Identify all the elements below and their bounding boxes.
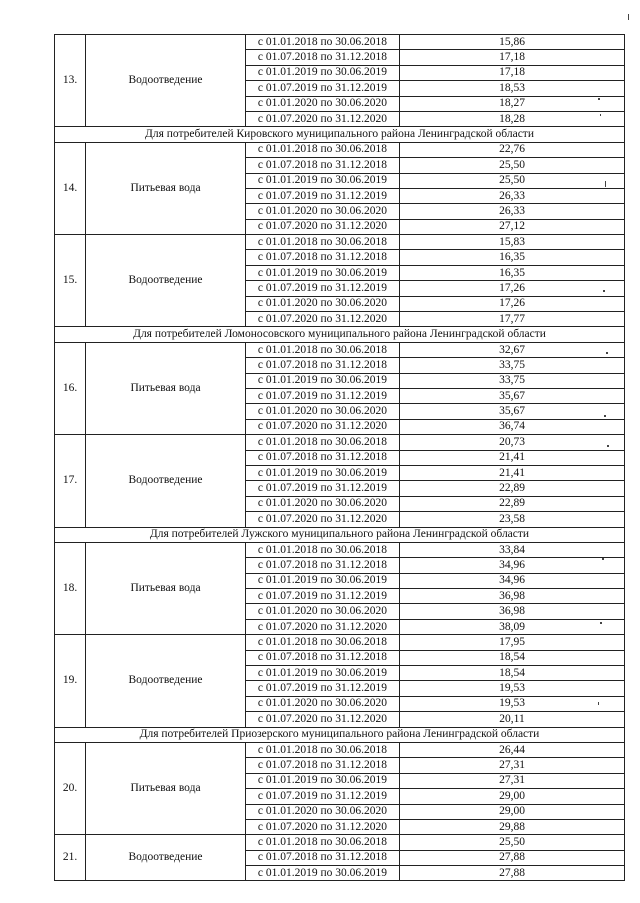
service-name: Питьевая вода <box>86 342 246 434</box>
tariff-period: с 01.01.2019 по 30.06.2019 <box>246 573 400 588</box>
tariff-value: 33,84 <box>400 542 625 557</box>
tariff-value: 22,89 <box>400 496 625 511</box>
tariff-period: с 01.01.2020 по 30.06.2020 <box>246 96 400 111</box>
tariff-period: с 01.01.2020 по 30.06.2020 <box>246 204 400 219</box>
scan-mark <box>598 98 600 100</box>
tariff-row <box>55 835 625 850</box>
tariff-value: 19,53 <box>400 681 625 696</box>
tariff-value: 15,86 <box>400 35 625 50</box>
tariff-value: 16,35 <box>400 250 625 265</box>
row-number: 17. <box>55 435 86 527</box>
section-header-row <box>55 727 625 742</box>
tariff-period: с 01.07.2018 по 31.12.2018 <box>246 650 400 665</box>
tariff-value: 17,26 <box>400 296 625 311</box>
tariff-value: 18,54 <box>400 650 625 665</box>
tariff-value: 23,58 <box>400 512 625 527</box>
tariff-value: 25,50 <box>400 835 625 850</box>
tariff-value: 36,74 <box>400 419 625 434</box>
tariff-value: 27,12 <box>400 219 625 234</box>
tariff-period: с 01.07.2019 по 31.12.2019 <box>246 81 400 96</box>
tariff-value: 19,53 <box>400 696 625 711</box>
scan-mark <box>605 181 606 187</box>
scan-mark <box>602 558 604 560</box>
tariff-value: 21,41 <box>400 465 625 480</box>
tariff-value: 26,33 <box>400 204 625 219</box>
tariff-value: 27,88 <box>400 866 625 881</box>
tariff-period: с 01.01.2019 по 30.06.2019 <box>246 773 400 788</box>
tariff-period: с 01.01.2018 по 30.06.2018 <box>246 635 400 650</box>
tariff-period: с 01.07.2019 по 31.12.2019 <box>246 589 400 604</box>
service-name: Водоотведение <box>86 835 246 881</box>
tariff-row <box>55 542 625 557</box>
tariff-period: с 01.01.2019 по 30.06.2019 <box>246 465 400 480</box>
tariff-period: с 01.01.2019 по 30.06.2019 <box>246 666 400 681</box>
tariff-value: 20,73 <box>400 435 625 450</box>
row-number: 19. <box>55 635 86 727</box>
tariff-value: 34,96 <box>400 573 625 588</box>
service-name: Питьевая вода <box>86 742 246 834</box>
tariff-value: 25,50 <box>400 173 625 188</box>
tariff-period: с 01.07.2018 по 31.12.2018 <box>246 850 400 865</box>
service-name: Водоотведение <box>86 235 246 327</box>
tariff-period: с 01.07.2020 по 31.12.2020 <box>246 619 400 634</box>
tariff-value: 18,28 <box>400 111 625 126</box>
tariff-value: 36,98 <box>400 604 625 619</box>
tariff-value: 17,77 <box>400 312 625 327</box>
tariff-table-body <box>55 35 625 881</box>
tariff-period: с 01.07.2020 по 31.12.2020 <box>246 219 400 234</box>
tariff-period: с 01.01.2018 по 30.06.2018 <box>246 435 400 450</box>
scan-mark <box>604 415 606 417</box>
tariff-period: с 01.07.2019 по 31.12.2019 <box>246 681 400 696</box>
tariff-period: с 01.07.2018 по 31.12.2018 <box>246 250 400 265</box>
tariff-period: с 01.01.2020 по 30.06.2020 <box>246 496 400 511</box>
tariff-row <box>55 342 625 357</box>
tariff-period: с 01.01.2018 по 30.06.2018 <box>246 342 400 357</box>
section-header-row <box>55 127 625 142</box>
tariff-period: с 01.01.2020 по 30.06.2020 <box>246 404 400 419</box>
tariff-period: с 01.07.2018 по 31.12.2018 <box>246 358 400 373</box>
scan-mark <box>606 352 608 354</box>
scan-mark <box>600 114 601 116</box>
tariff-period: с 01.07.2020 по 31.12.2020 <box>246 512 400 527</box>
tariff-period: с 01.07.2019 по 31.12.2019 <box>246 281 400 296</box>
section-header: Для потребителей Приозерского муниципального района Ленинградской области <box>55 727 625 742</box>
tariff-value: 26,44 <box>400 742 625 757</box>
section-header-row <box>55 527 625 542</box>
tariff-value: 36,98 <box>400 589 625 604</box>
tariff-period: с 01.07.2020 по 31.12.2020 <box>246 312 400 327</box>
tariff-row <box>55 635 625 650</box>
tariff-period: с 01.01.2018 по 30.06.2018 <box>246 35 400 50</box>
tariff-table <box>54 34 625 881</box>
scan-mark <box>628 14 629 20</box>
service-name: Питьевая вода <box>86 542 246 634</box>
tariff-period: с 01.01.2020 по 30.06.2020 <box>246 604 400 619</box>
tariff-value: 17,18 <box>400 50 625 65</box>
row-number: 13. <box>55 35 86 127</box>
tariff-row <box>55 235 625 250</box>
scan-mark <box>598 702 599 705</box>
tariff-row <box>55 742 625 757</box>
row-number: 15. <box>55 235 86 327</box>
tariff-period: с 01.07.2020 по 31.12.2020 <box>246 111 400 126</box>
section-header: Для потребителей Кировского муниципального района Ленинградской области <box>55 127 625 142</box>
tariff-value: 27,88 <box>400 850 625 865</box>
tariff-period: с 01.07.2019 по 31.12.2019 <box>246 188 400 203</box>
service-name: Питьевая вода <box>86 142 246 234</box>
scan-mark <box>607 445 609 447</box>
tariff-period: с 01.01.2019 по 30.06.2019 <box>246 866 400 881</box>
tariff-period: с 01.07.2020 по 31.12.2020 <box>246 419 400 434</box>
service-name: Водоотведение <box>86 635 246 727</box>
tariff-value: 18,53 <box>400 81 625 96</box>
tariff-period: с 01.01.2019 по 30.06.2019 <box>246 373 400 388</box>
row-number: 14. <box>55 142 86 234</box>
tariff-value: 33,75 <box>400 358 625 373</box>
tariff-value: 18,54 <box>400 666 625 681</box>
tariff-period: с 01.07.2020 по 31.12.2020 <box>246 712 400 727</box>
row-number: 16. <box>55 342 86 434</box>
tariff-value: 17,95 <box>400 635 625 650</box>
tariff-value: 35,67 <box>400 404 625 419</box>
service-name: Водоотведение <box>86 435 246 527</box>
tariff-period: с 01.01.2020 по 30.06.2020 <box>246 696 400 711</box>
row-number: 18. <box>55 542 86 634</box>
row-number: 20. <box>55 742 86 834</box>
tariff-value: 32,67 <box>400 342 625 357</box>
row-number: 21. <box>55 835 86 881</box>
section-header: Для потребителей Ломоносовского муниципального района Ленинградской области <box>55 327 625 342</box>
tariff-period: с 01.01.2018 по 30.06.2018 <box>246 235 400 250</box>
tariff-value: 29,00 <box>400 804 625 819</box>
tariff-value: 15,83 <box>400 235 625 250</box>
tariff-period: с 01.07.2018 по 31.12.2018 <box>246 450 400 465</box>
tariff-period: с 01.07.2018 по 31.12.2018 <box>246 158 400 173</box>
tariff-period: с 01.01.2018 по 30.06.2018 <box>246 742 400 757</box>
tariff-value: 17,26 <box>400 281 625 296</box>
tariff-value: 33,75 <box>400 373 625 388</box>
tariff-value: 22,76 <box>400 142 625 157</box>
tariff-period: с 01.01.2018 по 30.06.2018 <box>246 542 400 557</box>
tariff-row <box>55 35 625 50</box>
section-header: Для потребителей Лужского муниципального района Ленинградской области <box>55 527 625 542</box>
tariff-value: 18,27 <box>400 96 625 111</box>
tariff-row <box>55 142 625 157</box>
tariff-value: 38,09 <box>400 619 625 634</box>
tariff-row <box>55 435 625 450</box>
scan-mark <box>603 290 605 292</box>
tariff-value: 26,33 <box>400 188 625 203</box>
tariff-period: с 01.01.2019 по 30.06.2019 <box>246 265 400 280</box>
tariff-period: с 01.01.2019 по 30.06.2019 <box>246 173 400 188</box>
tariff-period: с 01.07.2019 по 31.12.2019 <box>246 481 400 496</box>
tariff-period: с 01.07.2019 по 31.12.2019 <box>246 789 400 804</box>
tariff-period: с 01.01.2018 по 30.06.2018 <box>246 142 400 157</box>
tariff-period: с 01.07.2019 по 31.12.2019 <box>246 388 400 403</box>
service-name: Водоотведение <box>86 35 246 127</box>
tariff-period: с 01.01.2020 по 30.06.2020 <box>246 804 400 819</box>
tariff-value: 29,00 <box>400 789 625 804</box>
section-header-row <box>55 327 625 342</box>
tariff-value: 21,41 <box>400 450 625 465</box>
scan-mark <box>600 622 602 624</box>
tariff-period: с 01.07.2018 по 31.12.2018 <box>246 758 400 773</box>
tariff-value: 16,35 <box>400 265 625 280</box>
tariff-value: 17,18 <box>400 65 625 80</box>
tariff-value: 20,11 <box>400 712 625 727</box>
tariff-value: 27,31 <box>400 758 625 773</box>
tariff-value: 29,88 <box>400 819 625 834</box>
tariff-period: с 01.01.2020 по 30.06.2020 <box>246 296 400 311</box>
tariff-value: 22,89 <box>400 481 625 496</box>
tariff-value: 27,31 <box>400 773 625 788</box>
tariff-value: 25,50 <box>400 158 625 173</box>
tariff-period: с 01.01.2018 по 30.06.2018 <box>246 835 400 850</box>
tariff-period: с 01.07.2018 по 31.12.2018 <box>246 50 400 65</box>
tariff-value: 34,96 <box>400 558 625 573</box>
tariff-period: с 01.01.2019 по 30.06.2019 <box>246 65 400 80</box>
tariff-period: с 01.07.2020 по 31.12.2020 <box>246 819 400 834</box>
tariff-period: с 01.07.2018 по 31.12.2018 <box>246 558 400 573</box>
tariff-value: 35,67 <box>400 388 625 403</box>
